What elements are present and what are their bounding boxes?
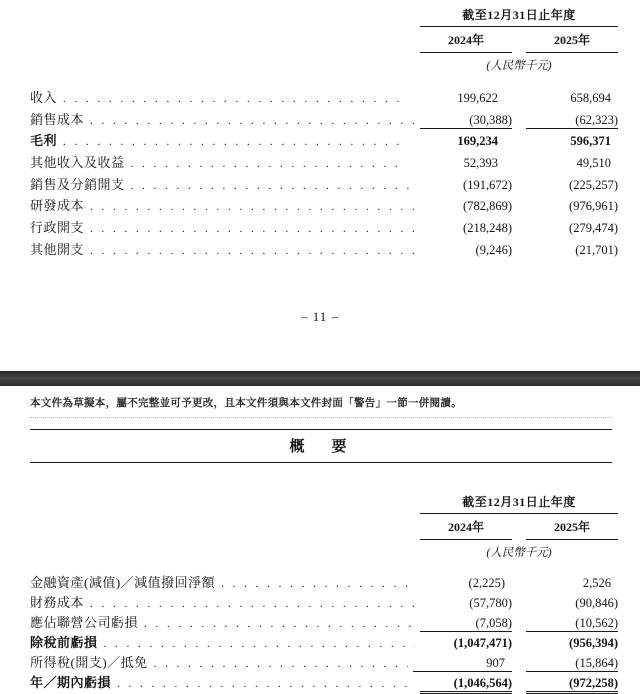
dot-leader (90, 201, 415, 213)
value-2025: 596,371 (570, 134, 611, 149)
value-2024: (2,225) (468, 575, 505, 590)
value-2025: (21,701) (575, 242, 618, 257)
table-row-revenue (30, 87, 618, 109)
dot-leader (221, 578, 408, 590)
row-label: 研發成本 (30, 198, 85, 214)
table-row-other-expenses (30, 239, 618, 261)
table-row-loss-before-tax (30, 632, 618, 652)
value-2025: (279,474) (569, 221, 618, 236)
table1-header (420, 6, 618, 73)
row-label: 毛利 (30, 133, 58, 149)
table-row-other-income (30, 152, 618, 174)
table1-rows (0, 87, 640, 261)
table-row-financial-assets-impairment (30, 572, 618, 592)
table1-col-2024: 2024年 (420, 28, 512, 53)
row-label: 應佔聯營公司虧損 (30, 614, 139, 630)
table1-period-header: 截至12月31日止年度 (420, 6, 618, 27)
row-label: 收入 (30, 90, 58, 105)
table2-year-columns (420, 515, 618, 540)
value-2025: 49,510 (576, 156, 611, 171)
value-2025: (15,864) (526, 656, 618, 672)
dot-leader (90, 223, 415, 235)
value-2025: (972,258) (526, 676, 618, 692)
table-row-finance-costs (30, 592, 618, 612)
dot-leader (90, 245, 415, 257)
table2-rows (0, 572, 640, 692)
value-2025: (956,394) (569, 635, 618, 650)
draft-warning-text: 本文件為草擬本，屬不完整並可予更改，且本文件須與本文件封面「警告」一節一併閱讀。 (30, 396, 462, 409)
row-label: 行政開支 (30, 220, 85, 236)
dot-leader (63, 136, 401, 148)
table1-year-columns (420, 28, 618, 53)
section-title: 概 要 (289, 438, 353, 455)
dot-leader (63, 93, 401, 105)
value-2025: (225,257) (569, 177, 618, 192)
section-header (30, 429, 612, 463)
table2-currency-note: (人民幣千元) (486, 546, 552, 559)
value-2024: 52,393 (463, 156, 498, 171)
value-2024: (7,058) (420, 616, 512, 632)
value-2024: (191,672) (463, 177, 512, 192)
table1-currency-note: (人民幣千元) (486, 60, 552, 72)
table1-col-2025: 2025年 (526, 28, 618, 53)
table2-period-header: 截至12月31日止年度 (420, 493, 618, 514)
row-label: 除稅前虧損 (30, 634, 98, 650)
summary-page (0, 395, 640, 692)
dot-leader (131, 158, 401, 170)
row-label: 其他開支 (30, 241, 85, 257)
dot-leader (117, 678, 415, 690)
page-separator-bar (0, 371, 640, 386)
row-label: 金融資產(減值)／減值撥回淨額 (30, 574, 216, 590)
dot-leader (154, 658, 408, 670)
value-2025: 658,694 (570, 91, 611, 105)
row-label: 年／期內虧損 (30, 674, 112, 690)
value-2024: 169,234 (457, 134, 498, 149)
row-label: 銷售及分銷開支 (30, 176, 125, 192)
value-2024: (9,246) (475, 242, 512, 257)
value-2025: (976,961) (569, 199, 618, 214)
divider-line (30, 417, 612, 418)
value-2025: 2,526 (582, 575, 611, 590)
table2-col-2025: 2025年 (526, 515, 618, 540)
table2-col-2024: 2024年 (420, 515, 512, 540)
dot-leader (131, 180, 415, 192)
table2-header (420, 493, 618, 560)
table-row-gross-profit (30, 130, 618, 152)
table-row-income-tax (30, 652, 618, 672)
row-label: 所得稅(開支)／抵免 (30, 654, 148, 670)
row-label: 其他收入及收益 (30, 155, 125, 171)
value-2024: (782,869) (463, 199, 512, 214)
table-row-cost-of-sales (30, 109, 618, 131)
row-label: 財務成本 (30, 594, 85, 610)
table-row-share-of-associates-losses (30, 612, 618, 632)
value-2024: (57,780) (469, 595, 512, 610)
dot-leader (90, 598, 415, 610)
page-number: – 11 – (300, 308, 340, 324)
value-2024: (1,047,471) (453, 635, 512, 650)
value-2024: (30,388) (420, 113, 512, 129)
table-row-admin-expenses (30, 217, 618, 239)
table-row-rd-costs (30, 195, 618, 217)
dot-leader (90, 115, 415, 127)
value-2025: (62,323) (526, 113, 618, 129)
value-2024: 199,622 (457, 91, 498, 105)
value-2024: 907 (413, 656, 512, 672)
value-2025: (10,562) (526, 616, 618, 632)
table-row-selling-expenses (30, 174, 618, 196)
dot-leader (144, 618, 415, 630)
row-label: 銷售成本 (30, 111, 85, 127)
value-2024: (218,248) (463, 221, 512, 236)
dot-leader (104, 638, 415, 650)
value-2024: (1,046,564) (420, 676, 512, 692)
income-statement-table (0, 0, 640, 325)
value-2025: (90,846) (575, 595, 618, 610)
